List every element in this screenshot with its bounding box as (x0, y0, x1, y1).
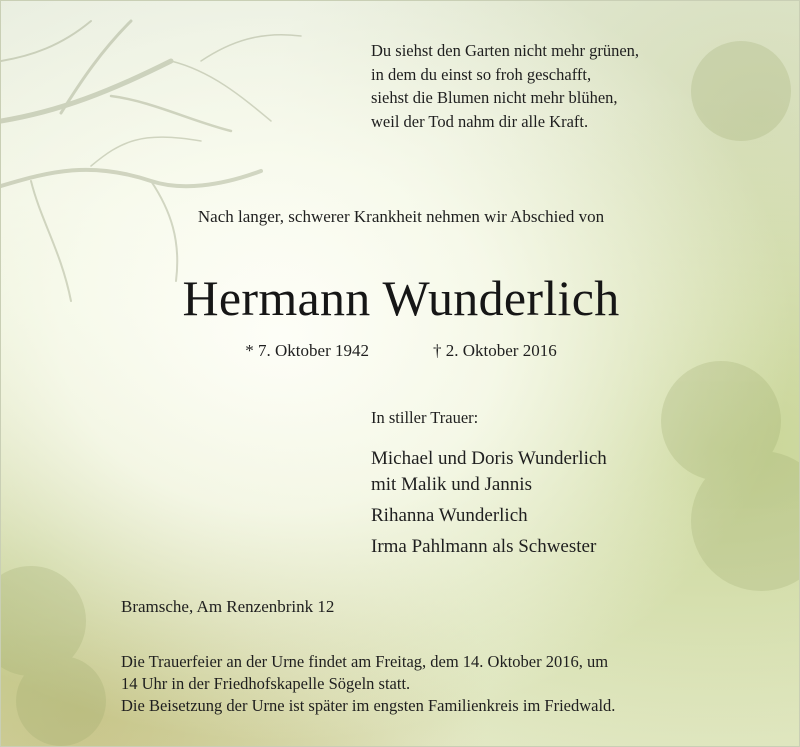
service-info (121, 651, 615, 717)
mourner-line: Michael und Doris Wunderlich (371, 448, 607, 469)
mourner-line: Rihanna Wunderlich (371, 505, 528, 526)
poem-line: weil der Tod nahm dir alle Kraft. (371, 111, 589, 131)
mourners-list (371, 446, 607, 560)
mourners-heading: In stiller Trauer: (371, 408, 479, 427)
poem (371, 39, 639, 133)
life-dates (1, 341, 800, 361)
address: Bramsche, Am Renzenbrink 12 (121, 597, 335, 616)
service-line: 14 Uhr in der Friedhofskapelle Sögeln statt. (121, 674, 411, 693)
intro-text: Nach langer, schwerer Krankheit nehmen wir Abschied von (197, 207, 605, 226)
poem-line: Du siehst den Garten nicht mehr grünen, (371, 41, 640, 60)
birth-date: * 7. Oktober 1942 (245, 341, 369, 360)
poem-line: siehst die Blumen nicht mehr blühen, (371, 88, 618, 107)
mourner-line: Irma Pahlmann als Schwester (371, 536, 597, 557)
deceased-name: Hermann Wunderlich (182, 270, 620, 326)
service-line: Die Beisetzung der Urne ist später im engsten Familienkreis im Friedwald. (121, 696, 616, 715)
mourner-line: mit Malik und Jannis (371, 474, 532, 495)
death-date: † 2. Oktober 2016 (433, 341, 557, 360)
poem-line: in dem du einst so froh geschafft, (371, 64, 592, 84)
service-line: Die Trauerfeier an der Urne findet am Freitag, dem 14. Oktober 2016, um (121, 652, 609, 671)
